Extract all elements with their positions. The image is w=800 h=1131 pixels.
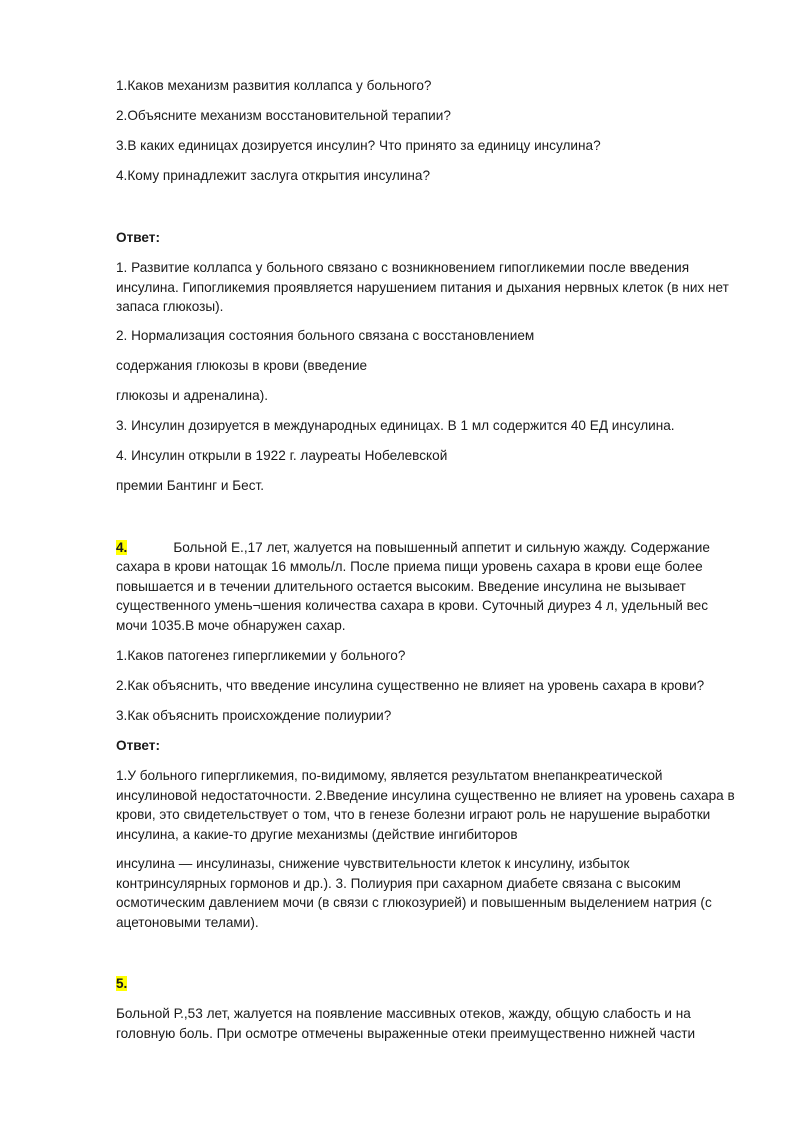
question-2: 2.Объясните механизм восстановительной терапии? <box>116 108 451 123</box>
task-5-case-text: Больной Р.,53 лет, жалуется на появление массивных отеков, жажду, общую слабость и на головную боль. При осмотре отмечены выраженные отеки преимущественно нижней части <box>116 1006 696 1041</box>
answer-3: 3. Инсулин дозируется в международных единицах. В 1 мл содержится 40 ЕД инсулина. <box>116 418 675 433</box>
task-4-case-text: сахара в крови натощак 16 ммоль/л. После приема пищи уровень сахара в крови еще более повышается и в течении длительного остается высоким. Введение инсулина не вызывает существенного умень¬шения количества сахара в крови. Суточный диурез 4 л, удельный вес мочи 1035.В моче обнаружен сахар. <box>116 559 709 633</box>
question-4: 4.Кому принадлежит заслуга открытия инсулина? <box>116 168 431 183</box>
answer-4: 4. Инсулин открыли в 1922 г. лауреаты Нобелевской <box>116 448 448 463</box>
answer-2-cont-1: содержания глюкозы в крови (введение <box>116 358 368 373</box>
task-4-question-1: 1.Каков патогенез гипергликемии у больного? <box>116 648 406 663</box>
answer-2: 2. Нормализация состояния больного связана с восстановлением <box>116 328 535 343</box>
task-4-answer-heading: Ответ: <box>116 738 160 753</box>
task-5-number-line <box>116 974 127 994</box>
task-4-answer-part-1: 1.У больного гипергликемия, по-видимому, является результатом внепанкреатической инсулиновой недостаточности. 2.Введение инсулина существенно не влияет на уровень сахара в крови, это свидетельствует о том, что в генезе болезни играют роль не нарушение выработки инсулина, а какие-то другие механизмы (действие ингибиторов <box>116 768 735 842</box>
task-number-highlight: 5. <box>116 976 128 991</box>
task-4-question-2: 2.Как объяснить, что введение инсулина существенно не влияет на уровень сахара в крови? <box>116 678 705 693</box>
question-1: 1.Каков механизм развития коллапса у больного? <box>116 78 432 93</box>
task-4-question-3: 3.Как объяснить происхождение полиурии? <box>116 708 392 723</box>
answer-2-cont-2: глюкозы и адреналина). <box>116 388 269 403</box>
answer-1: 1. Развитие коллапса у больного связано с возникновением гипогликемии после введения инсулина. Гипогликемия проявляется нарушением питания и дыхания нервных клеток (в них нет запаса глюкозы). <box>116 260 729 314</box>
task-4-first-line <box>116 538 710 558</box>
answer-4-cont: премии Бантинг и Бест. <box>116 478 264 493</box>
task-number-highlight: 4. <box>116 540 128 555</box>
task-4-answer-part-2: инсулина — инсулиназы, снижение чувствительности клеток к инсулину, избыток контринсулярных гормонов и др.). 3. Полиурия при сахарном диабете связана с высоким осмотическим давлением мочи (в связи с глюкозурией) и повышенным выделением натрия (с ацетоновыми телами). <box>116 856 712 930</box>
question-3: 3.В каких единицах дозируется инсулин? Что принято за единицу инсулина? <box>116 138 601 153</box>
answer-heading: Ответ: <box>116 230 160 245</box>
task-4-case-start: Больной Е.,17 лет, жалуется на повышенный аппетит и сильную жажду. Содержание <box>173 540 710 555</box>
